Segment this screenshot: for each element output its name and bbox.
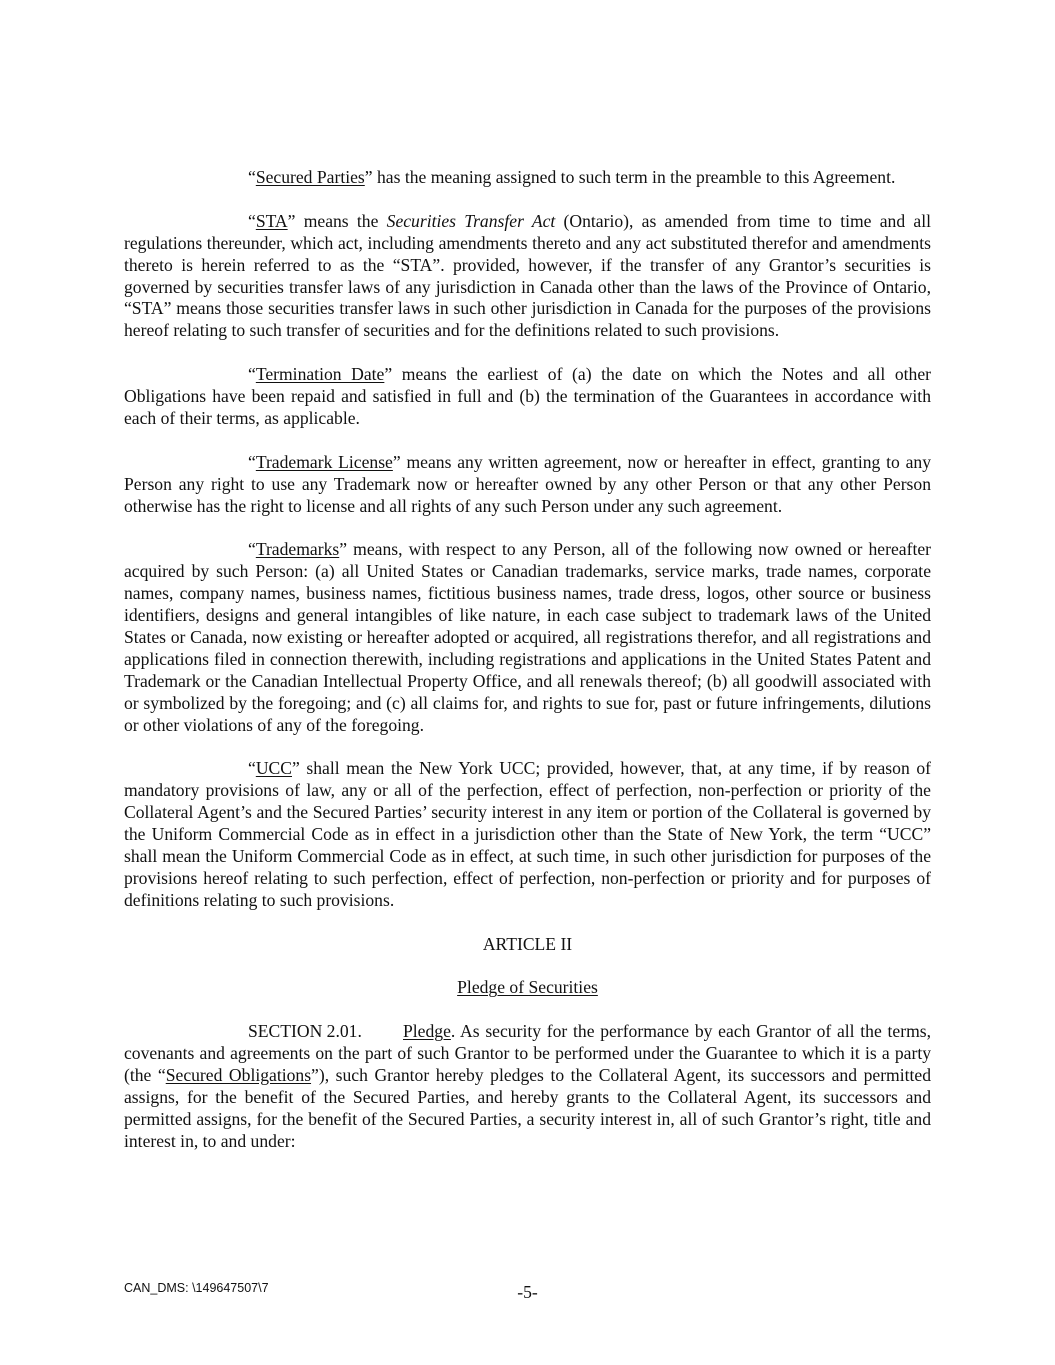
open-quote: “ <box>248 210 256 231</box>
definition-text: ” means, with respect to any Person, all of the following now owned or hereafter acquired by such Person: (a) all United States or Canadian trademarks, service marks, trade names, corporate names, company names, business names, fictitious business names, trade dress, logos, other source or business identifiers, designs and general intangibles of like nature, in each case subject to trademark laws of the United States or Canada, now existing or hereafter adopted or acquired, all registrations therefor, and all registrations and applications filed in connection therewith, including registrations and applications in the United States Patent and Trademark or the Canadian Intellectual Property Office, and all renewals thereof; (b) all goodwill associated with or symbolized by the foregoing; and (c) all claims for, and rights to sue for, past or future infringements, dilutions or other violations of any of the foregoing. <box>124 539 931 735</box>
defined-term: Trademarks <box>255 539 340 560</box>
defined-term: STA <box>255 210 288 231</box>
document-id: CAN_DMS: \149647507\7 <box>124 1281 269 1295</box>
definition-text: ” means the <box>287 210 387 231</box>
article-title-text: Pledge of Securities <box>457 977 598 998</box>
open-quote: “ <box>248 758 256 779</box>
defined-term: Trademark License <box>255 451 393 472</box>
section-2-01 <box>124 1021 931 1152</box>
open-quote: “ <box>248 539 256 560</box>
definition-text: ” means the earliest of (a) the date on which the Notes and all other Obligations have been repaid and satisfied in full and (b) the termination of the Guarantees in accordance with each of their terms, as applicable. <box>124 364 931 428</box>
section-number: SECTION 2.01. <box>248 1021 362 1042</box>
section-title: Pledge <box>403 1021 451 1042</box>
definition-text: ” shall mean the New York UCC; provided, however, that, at any time, if by reason of mandatory provisions of law, any or all of the perfection, effect of perfection, non-perfection or priority of the Collateral Agent’s and the Secured Parties’ security interest in any item or portion of the Collateral is governed by the Uniform Commercial Code as in effect in a jurisdiction other than the State of New York, the term “UCC” shall mean the Uniform Commercial Code as in effect, at such time, in such other jurisdiction for purposes of the provisions hereof relating to such perfection, effect of perfection, non-perfection or priority and for purposes of definitions relating to such provisions. <box>124 758 931 910</box>
open-quote: “ <box>248 167 256 187</box>
definition-sta <box>124 211 931 342</box>
section-text: ”), such Grantor hereby pledges to the Collateral Agent, its successors and permitted assigns, for the benefit of the Secured Parties, and hereby grants to the Collateral Agent, its successors and permitted assigns, for the benefit of the Secured Parties, a security interest in, all of such Grantor’s right, title and interest in, to and under: <box>124 1065 932 1151</box>
article-title <box>124 977 931 999</box>
article-heading: ARTICLE II <box>482 933 573 954</box>
page-number: -5- <box>517 1282 538 1302</box>
defined-term: UCC <box>255 758 292 779</box>
section-text: . As security for the performance by each Grantor of all the terms, covenants and agreements on the part of such Grantor to be performed under the Guarantee to which it is a party (the “ <box>124 1021 931 1086</box>
open-quote: “ <box>248 451 256 472</box>
defined-term: Termination Date <box>255 364 385 385</box>
definition-ucc <box>124 758 931 911</box>
definition-text: ” means any written agreement, now or hereafter in effect, granting to any Person any right to use any Trademark now or hereafter owned by any other Person or that any other Person otherwise has the right to license and all rights of any such Person under any such agreement. <box>124 451 932 516</box>
definition-trademarks <box>124 539 931 736</box>
definition-termination-date <box>124 364 931 430</box>
open-quote: “ <box>248 364 256 385</box>
document-page <box>124 167 931 1175</box>
defined-term: Secured Parties <box>255 167 365 187</box>
definition-text: ” has the meaning assigned to such term in the preamble to this Agreement. <box>364 167 896 187</box>
definition-text: (Ontario), as amended from time to time and all regulations thereunder, which act, including amendments thereto and any act substituted therefor and amendments thereto is herein referred to as the “STA”. provided, however, if the transfer of any Grantor’s securities is governed by securities transfer laws of any jurisdiction in Canada other than the laws of the Province of Ontario, “STA” means those securities transfer laws in such other jurisdiction in Canada for the purposes of the provisions hereof relating to such transfer of securities and for the definitions related to such provisions. <box>124 210 931 341</box>
defined-term: Secured Obligations <box>165 1065 312 1086</box>
act-title: Securities Transfer Act <box>386 210 556 231</box>
definition-secured-parties <box>124 167 931 189</box>
definition-trademark-license <box>124 452 931 518</box>
